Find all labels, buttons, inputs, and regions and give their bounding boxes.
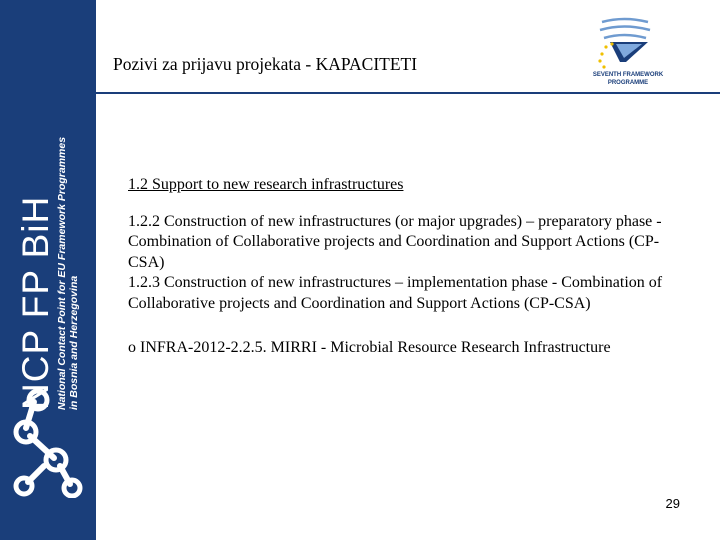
brand-tagline-1: National Contact Point for EU Framework Programmes (56, 136, 68, 410)
brand-name: NCP FP BiH (15, 195, 56, 410)
fp7-logo (590, 14, 666, 92)
item-1-2-3: 1.2.3 Construction of new infrastructures – implementation phase - Combination of Collaborative projects and Coordination and Support Actions (CP-CSA) (128, 274, 663, 312)
brand-block (0, 120, 96, 410)
molecule-icon (0, 388, 96, 498)
sidebar (0, 0, 96, 540)
page-number: 29 (665, 496, 680, 511)
bullet-marker: o (128, 339, 136, 356)
slide-content (128, 175, 693, 359)
fp7-logo-line1: SEVENTH FRAMEWORK (592, 72, 664, 78)
fp7-logo-line2: PROGRAMME (607, 80, 649, 86)
brand-tagline-2: in Bosnia and Herzegovina (68, 275, 80, 410)
item-1-2-2: 1.2.2 Construction of new infrastructures (or major upgrades) – preparatory phase - Combination of Collaborative projects and Coordination and Support Actions (CP-CSA) (128, 212, 662, 271)
bullet-item (128, 338, 693, 359)
page-title: Pozivi za prijavu projekata - KAPACITETI (113, 54, 418, 74)
section-heading: 1.2 Support to new research infrastructures (128, 176, 404, 193)
header-divider (96, 92, 720, 94)
bullet-text: INFRA-2012-2.2.5. MIRRI - Microbial Resource Research Infrastructure (140, 339, 611, 356)
